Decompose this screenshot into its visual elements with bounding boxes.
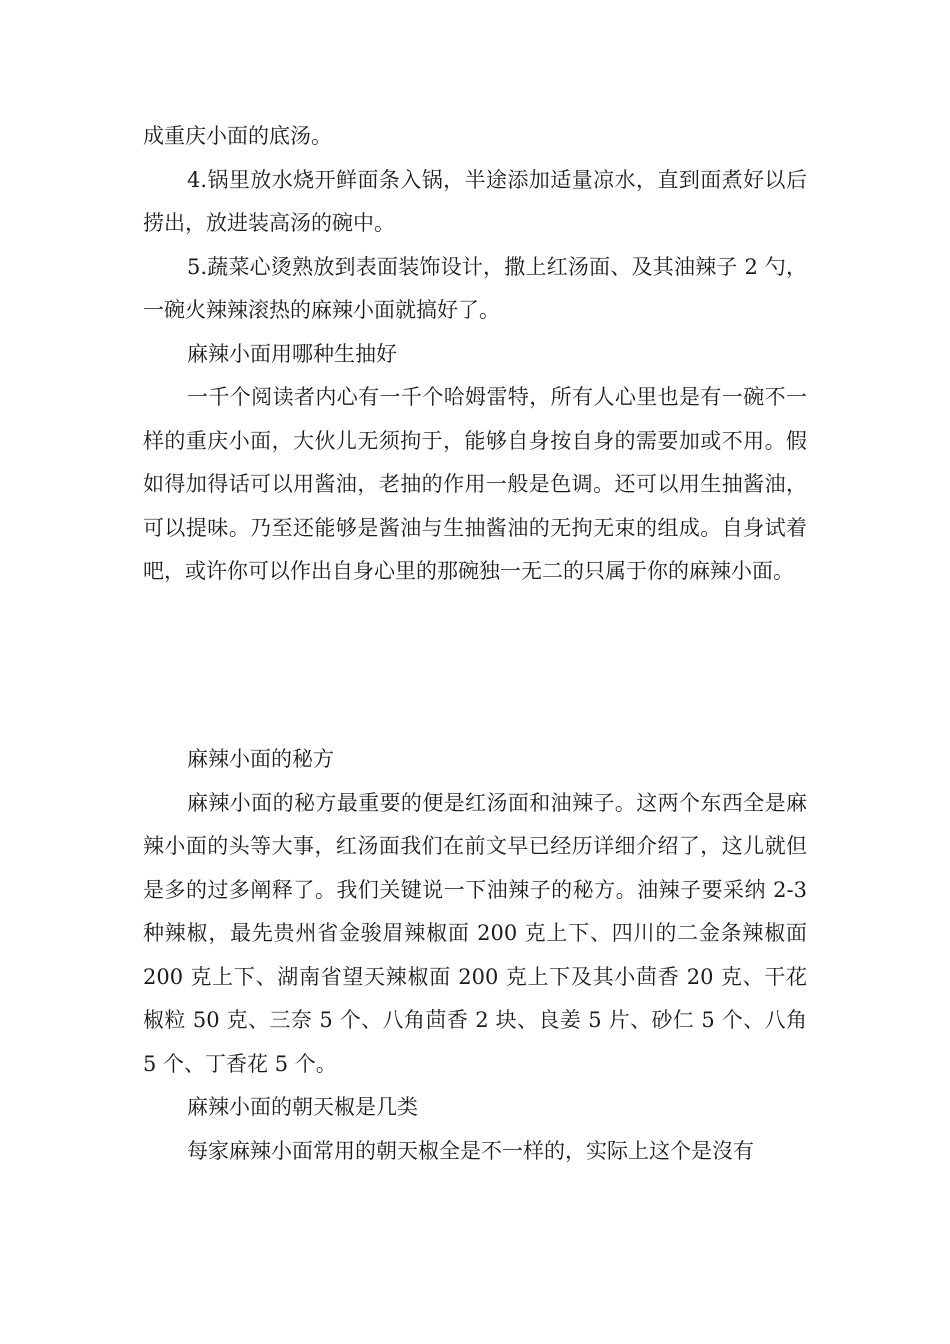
section-heading-secret-recipe: 麻辣小面的秘方: [187, 747, 334, 771]
paragraph-chili-types: 每家麻辣小面常用的朝天椒全是不一样的，实际上这个是沒有: [187, 1138, 754, 1163]
section-heading-chili-types: 麻辣小面的朝天椒是几类: [187, 1095, 418, 1119]
section-heading-soy-sauce: 麻辣小面用哪种生抽好: [187, 341, 397, 366]
paragraph-secret-recipe: 麻辣小面的秘方最重要的便是红汤面和油辣子。这两个东西全是麻辣小面的头等大事，红汤面我们在前文早已经历详细介绍了，这儿就但是多的过多阐释了。我们关键说一下油辣子的秘方。油辣子要采纳 2-3 种辣椒，最先贵州省金骏眉辣椒面 200 克上下、四川的二金条辣椒面 200 克上下、湖南省望天辣椒面 200 克上下及其小茴香 20 克、干花椒粒 50 克、三奈 5 个、八角茴香 2 块、良姜 5 片、砂仁 5 个、八角 5 个、丁香花 5 个。: [143, 790, 807, 1076]
text-block-upper: [143, 115, 807, 594]
paragraph-continuation: 成重庆小面的底汤。: [143, 124, 332, 148]
paragraph-soy-sauce: 一千个阅读者内心有一千个哈姆雷特，所有人心里也是有一碗不一样的重庆小面，大伙儿无须拘于，能够自身按自身的需要加或不用。假如得加得话可以用酱油，老抽的作用一般是色调。还可以用生抽酱油，可以提味。乃至还能够是酱油与生抽酱油的无拘无束的组成。自身试着吧，或许你可以作出自身心里的那碗独一无二的只属于你的麻辣小面。: [143, 385, 807, 583]
text-block-lower: [143, 738, 807, 1173]
paragraph-step-5: 5.蔬菜心烫熟放到表面装饰设计，撒上红汤面、及其油辣子 2 勺，一碗火辣辣滚热的麻辣小面就搞好了。: [143, 254, 807, 322]
paragraph-step-4: 4.锅里放水烧开鲜面条入锅，半途添加适量凉水，直到面煮好以后捞出，放进装高汤的碗中。: [143, 167, 807, 235]
